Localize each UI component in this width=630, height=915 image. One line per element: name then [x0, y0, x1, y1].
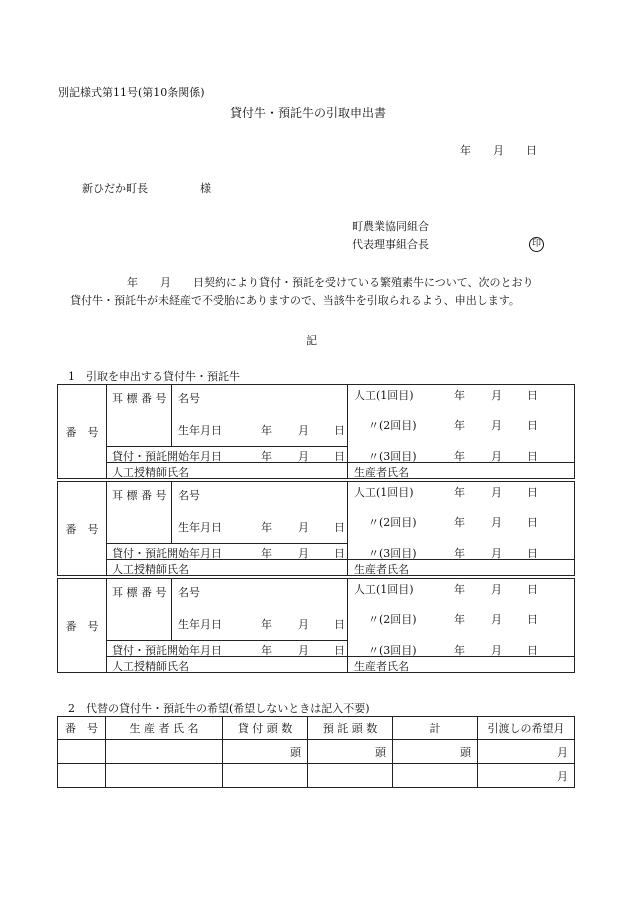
rep-title: 代表理事組合長 [352, 238, 429, 251]
ai-1-month: 月 [491, 389, 502, 402]
ai-2-month: 月 [491, 419, 502, 432]
birth-label: 生年月日 [178, 521, 222, 534]
ai-2-year: 年 [454, 613, 465, 626]
producer-cell[interactable] [348, 657, 575, 673]
ear-tag-cell[interactable] [107, 482, 172, 544]
start-day: 日 [334, 450, 345, 463]
ear-tag-label: 耳 標 番 号 [112, 392, 167, 405]
ai-3-month: 月 [491, 547, 502, 560]
ai-dates-cell[interactable] [348, 482, 575, 560]
producer-label: 生産者氏名 [354, 563, 409, 576]
start-date-cell[interactable] [107, 447, 348, 463]
ai-1-label: 人工(1回目) [354, 583, 414, 596]
table-row [58, 764, 575, 788]
cell-delivery-month[interactable]: 月 [478, 740, 575, 764]
ai-1-month: 月 [491, 486, 502, 499]
ai-tech-label: 人工授精師氏名 [112, 660, 189, 673]
ai-2-year: 年 [454, 419, 465, 432]
body-line-2: 貸付牛・預託牛が未経産で不受胎にありますので、当該牛を引取られるよう、申出します。 [70, 294, 520, 307]
number-label: 番 号 [58, 385, 107, 479]
ai-2-label: 〃(2回目) [368, 516, 417, 529]
birth-year: 年 [261, 618, 272, 631]
ai-3-label: 〃(3回目) [368, 644, 417, 657]
start-date-cell[interactable] [107, 544, 348, 560]
ai-2-day: 日 [527, 516, 538, 529]
ai-1-day: 日 [527, 486, 538, 499]
cell-producer[interactable] [106, 764, 223, 788]
start-label: 貸付・預託開始年月日 [112, 547, 222, 560]
cell-deposit-count[interactable]: 頭 [308, 740, 393, 764]
ear-tag-label: 耳 標 番 号 [112, 586, 167, 599]
cattle-block [57, 481, 575, 576]
ai-3-day: 日 [527, 644, 538, 657]
cell-number[interactable] [58, 764, 106, 788]
name-label: 名号 [178, 392, 200, 405]
start-month: 月 [298, 644, 309, 657]
producer-cell[interactable] [348, 560, 575, 576]
ai-1-year: 年 [454, 583, 465, 596]
col-loan-count: 貸 付 頭 数 [223, 717, 308, 740]
ai-tech-label: 人工授精師氏名 [112, 563, 189, 576]
ai-3-year: 年 [454, 547, 465, 560]
birth-day: 日 [334, 618, 345, 631]
producer-label: 生産者氏名 [354, 466, 409, 479]
ai-2-label: 〃(2回目) [368, 613, 417, 626]
ai-3-day: 日 [527, 450, 538, 463]
ai-dates-cell[interactable] [348, 385, 575, 463]
cell-loan-count[interactable]: 頭 [223, 740, 308, 764]
body-line-1: 年 月 日契約により貸付・預託を受けている繁殖素牛について、次のとおり [127, 276, 534, 289]
date-line: 年 月 日 [460, 144, 537, 157]
ai-2-label: 〃(2回目) [368, 419, 417, 432]
ear-tag-label: 耳 標 番 号 [112, 489, 167, 502]
addressee: 新ひだか町長 [82, 182, 148, 195]
ai-2-month: 月 [491, 613, 502, 626]
ai-2-month: 月 [491, 516, 502, 529]
ai-1-label: 人工(1回目) [354, 486, 414, 499]
birth-month: 月 [298, 618, 309, 631]
ai-2-day: 日 [527, 419, 538, 432]
section1-heading: 1 引取を申出する貸付牛・預託牛 [68, 370, 240, 383]
start-year: 年 [261, 450, 272, 463]
start-label: 貸付・預託開始年月日 [112, 644, 222, 657]
ai-1-year: 年 [454, 486, 465, 499]
ai-3-year: 年 [454, 450, 465, 463]
seal-icon: 印 [529, 237, 544, 252]
form-title: 貸付牛・預託牛の引取申出書 [230, 106, 387, 120]
ai-3-month: 月 [491, 644, 502, 657]
name-birth-cell[interactable] [172, 482, 348, 544]
section2-heading: 2 代替の貸付牛・預託牛の希望(希望しないときは記入不要) [68, 702, 370, 715]
ai-2-day: 日 [527, 613, 538, 626]
cell-total[interactable] [393, 764, 478, 788]
cattle-block [57, 578, 575, 673]
birth-month: 月 [298, 521, 309, 534]
cell-loan-count[interactable] [223, 764, 308, 788]
section2-table [57, 716, 575, 788]
birth-day: 日 [334, 424, 345, 437]
birth-year: 年 [261, 424, 272, 437]
start-day: 日 [334, 644, 345, 657]
start-year: 年 [261, 547, 272, 560]
ai-1-month: 月 [491, 583, 502, 596]
cell-producer[interactable] [106, 740, 223, 764]
ai-tech-cell[interactable] [107, 657, 348, 673]
table-header-row [58, 717, 575, 740]
ai-dates-cell[interactable] [348, 579, 575, 657]
start-date-cell[interactable] [107, 641, 348, 657]
start-month: 月 [298, 450, 309, 463]
ai-3-day: 日 [527, 547, 538, 560]
name-label: 名号 [178, 586, 200, 599]
start-label: 貸付・預託開始年月日 [112, 450, 222, 463]
cell-number[interactable] [58, 740, 106, 764]
honorific: 様 [200, 182, 211, 195]
col-producer: 生 産 者 氏 名 [106, 717, 223, 740]
ai-tech-cell[interactable] [107, 560, 348, 576]
col-delivery-month: 引渡しの希望月 [478, 717, 575, 740]
ai-3-label: 〃(3回目) [368, 547, 417, 560]
name-birth-cell[interactable] [172, 579, 348, 641]
birth-label: 生年月日 [178, 424, 222, 437]
ai-1-day: 日 [527, 583, 538, 596]
org-name: 町農業協同組合 [352, 220, 429, 233]
ai-1-label: 人工(1回目) [354, 389, 414, 402]
col-deposit-count: 預 託 頭 数 [308, 717, 393, 740]
ki-label: 記 [306, 334, 317, 347]
birth-label: 生年月日 [178, 618, 222, 631]
ai-tech-cell[interactable] [107, 463, 348, 479]
name-label: 名号 [178, 489, 200, 502]
birth-year: 年 [261, 521, 272, 534]
number-label: 番 号 [58, 579, 107, 673]
ai-tech-label: 人工授精師氏名 [112, 466, 189, 479]
cell-delivery-month[interactable]: 月 [478, 764, 575, 788]
producer-cell[interactable] [348, 463, 575, 479]
table-row [58, 740, 575, 764]
ear-tag-cell[interactable] [107, 385, 172, 447]
producer-label: 生産者氏名 [354, 660, 409, 673]
ai-3-year: 年 [454, 644, 465, 657]
cattle-block [57, 384, 575, 479]
start-year: 年 [261, 644, 272, 657]
start-month: 月 [298, 547, 309, 560]
cell-total[interactable]: 頭 [393, 740, 478, 764]
ai-1-year: 年 [454, 389, 465, 402]
seal-mark [529, 236, 544, 252]
ear-tag-cell[interactable] [107, 579, 172, 641]
form-number: 別記様式第11号(第10条関係) [58, 86, 205, 99]
ai-3-month: 月 [491, 450, 502, 463]
ai-2-year: 年 [454, 516, 465, 529]
col-number: 番 号 [58, 717, 106, 740]
ai-3-label: 〃(3回目) [368, 450, 417, 463]
number-label: 番 号 [58, 482, 107, 576]
col-total: 計 [393, 717, 478, 740]
cell-deposit-count[interactable] [308, 764, 393, 788]
start-day: 日 [334, 547, 345, 560]
name-birth-cell[interactable] [172, 385, 348, 447]
birth-month: 月 [298, 424, 309, 437]
birth-day: 日 [334, 521, 345, 534]
ai-1-day: 日 [527, 389, 538, 402]
